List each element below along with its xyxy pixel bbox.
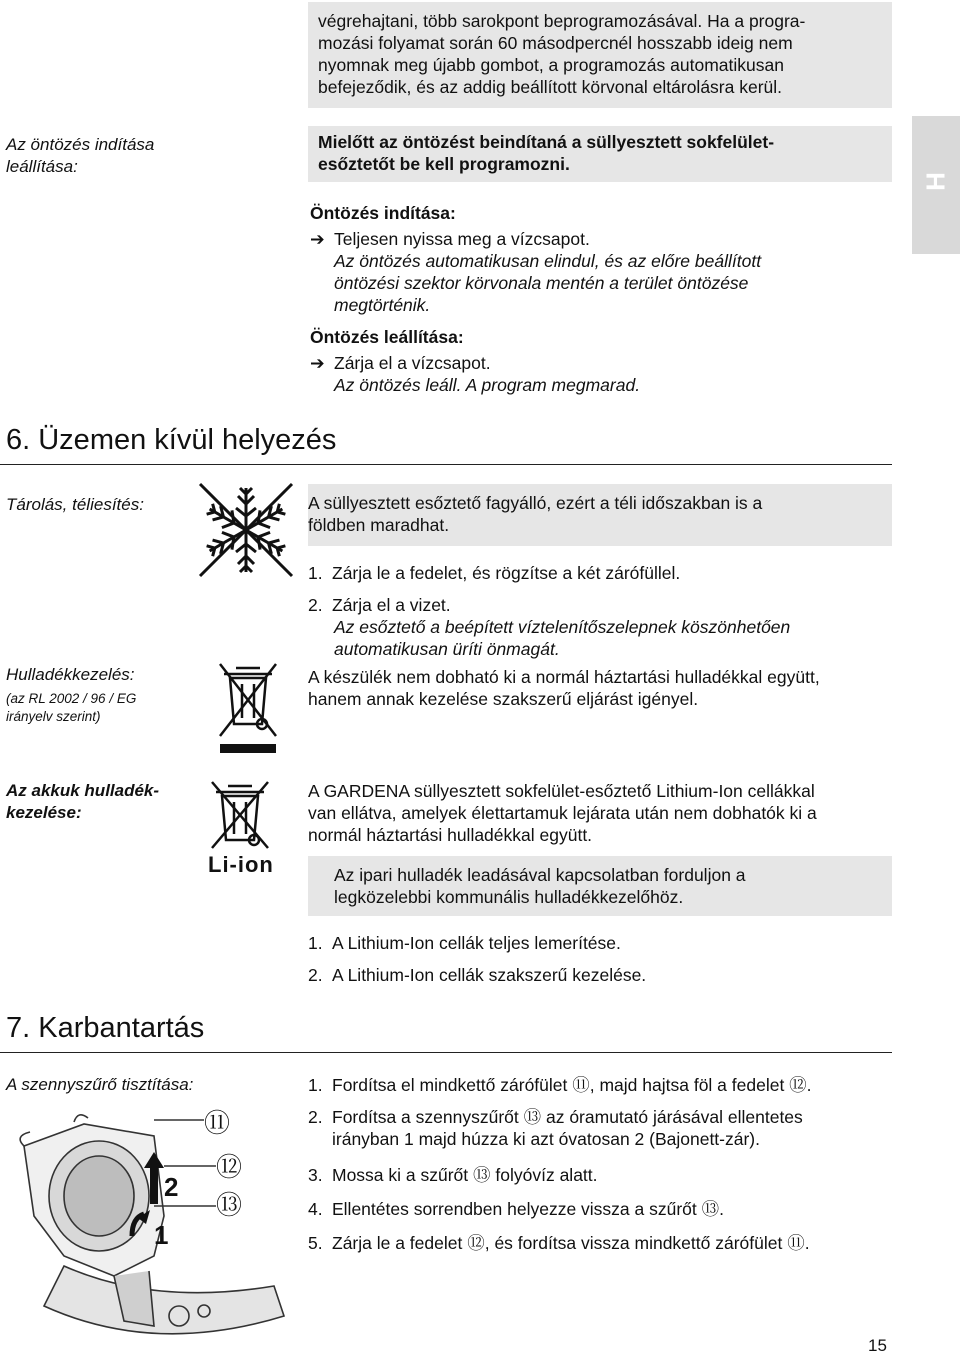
language-tab [912,116,960,254]
figure-label-11: ⑪ [204,1109,231,1139]
step-text: Fordítsa el mindkettő zárófület ⑪, majd hajtsa föl a fedelet ⑫. [332,1075,812,1095]
step-number: 2. [308,965,323,985]
battery-note-text: Az ipari hulladék leadásával kapcsolatban forduljon a legközelebbi kommunális hulladékkezelőhöz. [334,865,746,907]
step-number: 1. [308,1075,323,1095]
storage-step-1 [308,562,680,584]
battery-icon-text: Li-ion [208,852,274,877]
crossed-bin-icon [216,660,280,756]
step-text: Fordítsa a szennyszűrőt ⑬ az óramutató járásával ellentetes irányban 1 majd húzza ki azt óvatosan 2 (Bajonett-zár). [332,1107,803,1149]
step-number: 2. [308,1107,323,1127]
figure-label-1: 1 [154,1220,169,1250]
programming-note [308,126,892,182]
battery-bin-icon [210,780,270,850]
arrow-icon: ➔ [310,353,325,373]
storage-note [308,484,892,546]
intro-text: végrehajtani, több sarokpont beprogramozásával. Ha a progra- mozási folyamat során 60 másodpercnél hosszabb ideig nem nyomnak meg újabb gombot, a programozás automatikusan befejeződik, és az addig beállított körvonal eltárolásra kerül. [318,11,806,97]
start-heading: Öntözés indítása: [310,203,456,223]
stop-result: Az öntözés leáll. A program megmarad. [334,375,641,395]
filter-label: A szennyszűrő tisztítása: [6,1075,194,1094]
waste-label: Hulladékkezelés: [6,665,135,684]
waste-sub-label: (az RL 2002 / 96 / EG irányelv szerint) [6,691,137,724]
battery-label: Az akkuk hulladék- kezelése: [6,781,160,822]
maintenance-step [308,1198,724,1220]
step-text: Mossa ki a szűrőt ⑬ folyóvíz alatt. [332,1165,598,1185]
programming-note-text: Mielőtt az öntözést beindítaná a süllyesztett sokfelület- esőztetőt be kell programozni. [318,132,775,174]
start-step-text: Teljesen nyissa meg a vízcsapot. [334,229,590,249]
maintenance-step [308,1106,803,1150]
maintenance-step [308,1074,812,1096]
arrow-icon: ➔ [310,229,325,249]
stop-step [310,352,491,374]
start-step [310,228,590,250]
start-stop-label: Az öntözés indítása leállítása: [6,135,155,176]
section-6-title: 6. Üzemen kívül helyezés [6,424,337,456]
step-text: A Lithium-Ion cellák szakszerű kezelése. [332,965,647,985]
step-text: Zárja le a fedelet ⑫, és fordítsa vissza mindkettő zárófület ⑪. [332,1233,810,1253]
battery-step-2 [308,964,646,986]
stop-step-text: Zárja el a vízcsapot. [334,353,491,373]
step-text: Zárja le a fedelet, és rögzítse a két zárófüllel. [332,563,681,583]
storage-note-text: A süllyesztett esőztető fagyálló, ezért a téli időszakban is a földben maradhat. [308,493,763,535]
storage-step-2 [308,594,451,616]
waste-text: A készülék nem dobható ki a normál háztartási hulladékkal együtt, hanem annak kezelése szakszerű eljárást igényel. [308,667,820,709]
intro-box [308,2,892,108]
step-text: A Lithium-Ion cellák teljes lemerítése. [332,933,621,953]
snowflake-crossed-icon [196,480,296,580]
language-tab-letter: H [920,172,951,191]
section-7-title: 7. Karbantartás [6,1012,205,1044]
step-number: 1. [308,933,323,953]
maintenance-step [308,1232,810,1254]
step-number: 2. [308,595,323,615]
battery-step-1 [308,932,621,954]
figure-label-12: ⑫ [216,1153,243,1183]
step-number: 5. [308,1233,323,1253]
stop-heading: Öntözés leállítása: [310,327,464,347]
section-6-rule [0,464,892,465]
section-7-rule [0,1052,892,1053]
maintenance-step [308,1164,598,1186]
figure-label-13: ⑬ [216,1191,243,1221]
step-number: 3. [308,1165,323,1185]
storage-step-2-result: Az esőztető a beépített víztelenítőszelepnek köszönhetően automatikusan üríti önmagát. [334,617,791,659]
step-text: Ellentétes sorrendben helyezze vissza a szűrőt ⑬. [332,1199,724,1219]
page-number: 15 [868,1336,887,1355]
step-text: Zárja el a vizet. [332,595,451,615]
sprinkler-filter-figure [4,1106,300,1342]
step-number: 1. [308,563,323,583]
start-result: Az öntözés automatikusan elindul, és az előre beállított öntözési szektor körvonala mentén a terület öntözése megtörténik. [334,251,762,315]
step-number: 4. [308,1199,323,1219]
storage-label: Tárolás, téliesítés: [6,495,144,514]
figure-label-2: 2 [164,1172,179,1202]
battery-text: A GARDENA süllyesztett sokfelület-esőztető Lithium-Ion cellákkal van ellátva, amelyek élettartamuk lejárata után nem dobhatók ki a normál háztartási hulladékkal együtt. [308,781,817,845]
battery-note [308,856,892,916]
